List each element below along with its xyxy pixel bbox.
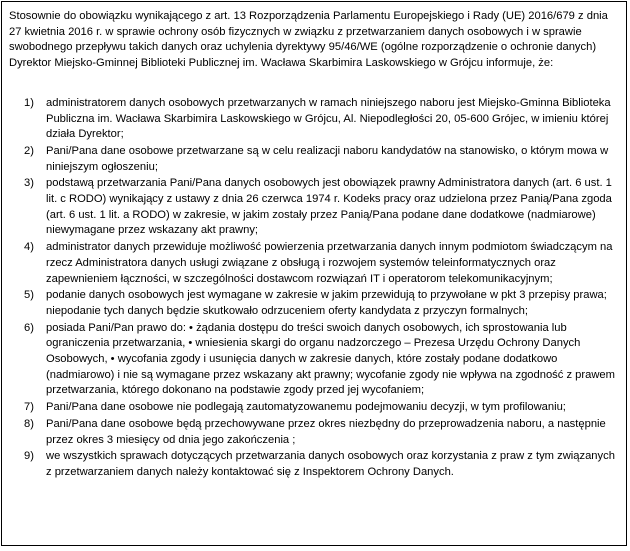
list-item [9, 96, 618, 143]
item-number: 5) [24, 289, 34, 302]
intro-paragraph: Stosownie do obowiązku wynikającego z art. 13 Rozporządzenia Parlamentu Europejskiego i Rady (UE) 2016/679 z dnia 27 kwietnia 2016 r. w sprawie ochrony osób fizycznych w związku z przetwarzaniem danych osobowych i w sprawie swobodnego przepływu takich danych oraz uchylenia dyrektywy 95/46/WE (ogólne rozporządzenie o ochronie danych) Dyrektor Miejsko-Gminnej Biblioteki Publicznej im. Wacława Skarbimira Laskowskiego w Grójcu informuje, że: [9, 10, 608, 70]
item-text: administrator danych przewiduje możliwość powierzenia przetwarzania danych innym podmiotom świadczącym na rzecz Administratora danych usługi związane z obsługą i rozwojem systemów teleinformatycznych oraz zapewnieniem łączności, w szczególności dostawcom rozwiązań IT i operatorom telekomunikacyjnym; [46, 241, 613, 285]
item-number: 6) [24, 321, 34, 334]
item-text: administratorem danych osobowych przetwarzanych w ramach niniejszego naboru jest Miejsko-Gminna Biblioteka Publiczna im. Wacława Skarbimira Laskowskiego w Grójcu, Al. Niepodległości 20, 05-600 Grójec, w imieniu której działa Dyrektor; [46, 96, 611, 141]
notice-box [1, 1, 627, 546]
item-text: posiada Pani/Pan prawo do: • żądania dostępu do treści swoich danych osobowych, ich sprostowania lub ograniczenia przetwarzania, • wniesienia skargi do organu nadzorczego – Prezesa Urzędu Ochrony Danych Osobowych, • wycofania zgody i usunięcia danych w zakresie danych, które zostały podane dodatkowo (nadmiarowo) i nie są wymagane przez wskazany akt prawny; wycofanie zgody nie wpływa na zgodność z prawem przetwarzania, którego dokonano na podstawie zgody przed jej wycofaniem; [46, 321, 615, 397]
item-text: Pani/Pana dane osobowe nie podlegają zautomatyzowanemu podejmowaniu decyzji, w tym profilowaniu; [46, 401, 566, 414]
item-text: we wszystkich sprawach dotyczących przetwarzania danych osobowych oraz korzystania z praw z tym związanych z przetwarzaniem danych należy kontaktować się z Inspektorem Ochrony Danych. [46, 450, 615, 478]
clause-list [9, 96, 618, 481]
item-number: 7) [24, 401, 34, 414]
item-number: 1) [24, 96, 34, 109]
list-item [9, 240, 618, 287]
item-text: podanie danych osobowych jest wymagane w zakresie w jakim przewidują to przywołane w pkt 3 przepisy prawa; niepodanie tych danych będzie skutkowało odrzuceniem oferty kandydata z przyczyn formalnych; [46, 289, 607, 317]
item-number: 2) [24, 144, 34, 157]
item-text: Pani/Pana dane osobowe przetwarzane są w celu realizacji naboru kandydatów na stanowisko, o którym mowa w niniejszym ogłoszeniu; [46, 144, 609, 173]
item-number: 9) [24, 450, 34, 463]
item-number: 8) [24, 417, 34, 430]
list-item [9, 417, 618, 448]
list-item [9, 400, 618, 416]
item-text: Pani/Pana dane osobowe będą przechowywane przez okres niezbędny do przeprowadzenia naboru, a następnie przez okres 3 miesięcy od dnia jego zakończenia ; [46, 417, 606, 446]
list-item [9, 449, 618, 480]
list-item [9, 176, 618, 239]
item-number: 4) [24, 241, 34, 254]
list-item [9, 321, 618, 400]
list-item [9, 288, 618, 319]
list-item [9, 144, 618, 175]
item-number: 3) [24, 177, 34, 190]
item-text: podstawą przetwarzania Pani/Pana danych osobowych jest obowiązek prawny Administratora danych (art. 6 ust. 1 lit. c RODO) wynikający z ustawy z dnia 26 czerwca 1974 r. Kodeks pracy oraz udzielona przez Panią/Pana zgoda (art. 6 ust. 1 lit. a RODO) w zakresie, w jakim zostały przez Panią/Pana podane dane dodatkowe (nadmiarowe) niewymagane przez wskazany akt prawny; [46, 177, 612, 237]
